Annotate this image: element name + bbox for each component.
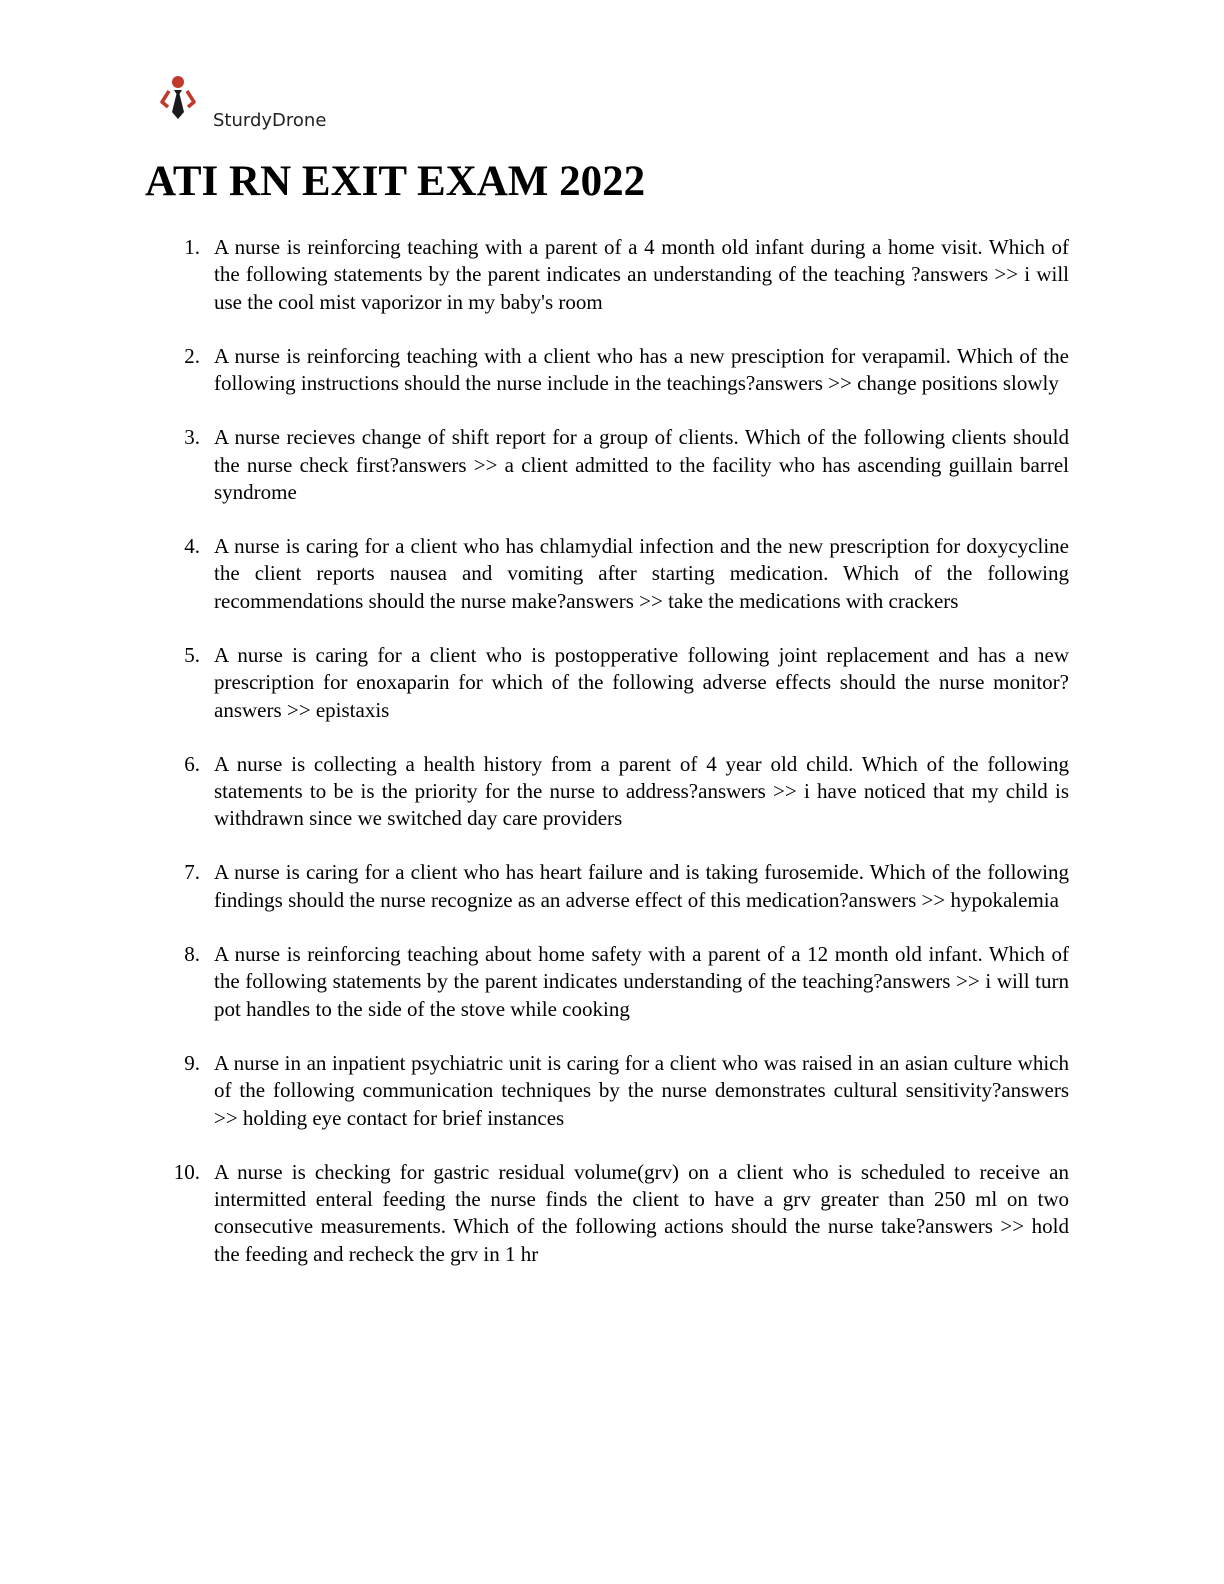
- necktie-logo-icon: [158, 74, 198, 124]
- page-header: [158, 74, 458, 134]
- question-text: A nurse is collecting a health history from a parent of 4 year old child. Which of the following statements to be is the priority for the nurse to address?answers >> i have noticed that my child is withdrawn since we switched day care providers: [214, 751, 1069, 831]
- question-item: [145, 533, 1069, 615]
- question-text: A nurse is checking for gastric residual volume(grv) on a client who is scheduled to receive an intermitted enteral feeding the nurse finds the client to have a grv greater than 250 ml on two consecutive measurements. Which of the following actions should the nurse take?answers >> hold the feeding and recheck the grv in 1 hr: [214, 1159, 1069, 1266]
- question-item: [145, 941, 1069, 1023]
- question-number: 2.: [184, 343, 200, 368]
- question-text: A nurse is caring for a client who is postopperative following joint replacement and has a new prescription for enoxaparin for which of the following adverse effects should the nurse monitor?answers >> epistaxis: [214, 642, 1069, 722]
- question-number: 5.: [184, 642, 200, 667]
- brand-name: SturdyDrone: [213, 110, 327, 131]
- question-text: A nurse is caring for a client who has heart failure and is taking furosemide. Which of the following findings should the nurse recognize as an adverse effect of this medication?answers >> hypokalemia: [214, 860, 1069, 912]
- question-text: A nurse recieves change of shift report for a group of clients. Which of the following clients should the nurse check first?answers >> a client admitted to the facility who has ascending guillain barrel syndrome: [214, 425, 1069, 505]
- question-item: [145, 1159, 1069, 1269]
- question-item: [145, 859, 1069, 914]
- question-number: 10.: [173, 1159, 200, 1184]
- question-item: [145, 343, 1069, 398]
- question-number: 8.: [184, 941, 200, 966]
- question-text: A nurse is caring for a client who has chlamydial infection and the new prescription for doxycycline the client reports nausea and vomiting after starting medication. Which of the following recommendations should the nurse make?answers >> take the medications with crackers: [214, 534, 1069, 613]
- question-number: 9.: [184, 1050, 200, 1075]
- question-text: A nurse in an inpatient psychiatric unit is caring for a client who was raised in an asian culture which of the following communication techniques by the nurse demonstrates cultural sensitivity?answers >> holding eye contact for brief instances: [214, 1050, 1069, 1130]
- question-number: 7.: [184, 860, 200, 885]
- document-title: ATI RN EXIT EXAM 2022: [145, 158, 646, 205]
- question-text: A nurse is reinforcing teaching with a client who has a new presciption for verapamil. Which of the following instructions should the nurse include in the teachings?answers >> change positions slowly: [214, 343, 1069, 396]
- question-item: [145, 751, 1069, 833]
- question-number: 1.: [184, 235, 200, 259]
- question-number: 3.: [184, 425, 200, 450]
- question-text: A nurse is reinforcing teaching about home safety with a parent of a 12 month old infant. Which of the following statements by the parent indicates understanding of the teaching?answers >> i will turn pot handles to the side of the stove while cooking: [214, 941, 1069, 1021]
- question-text: A nurse is reinforcing teaching with a parent of a 4 month old infant during a home visit. Which of the following statements by the parent indicates an understanding of the teaching ?answers >> i will use the cool mist vaporizor in my baby's room: [214, 235, 1069, 314]
- question-item: [145, 424, 1069, 506]
- question-list: [145, 234, 1069, 1268]
- question-item: [145, 234, 1069, 316]
- question-item: [145, 1050, 1069, 1132]
- question-item: [145, 642, 1069, 724]
- question-number: 6.: [184, 751, 200, 776]
- question-number: 4.: [184, 534, 200, 559]
